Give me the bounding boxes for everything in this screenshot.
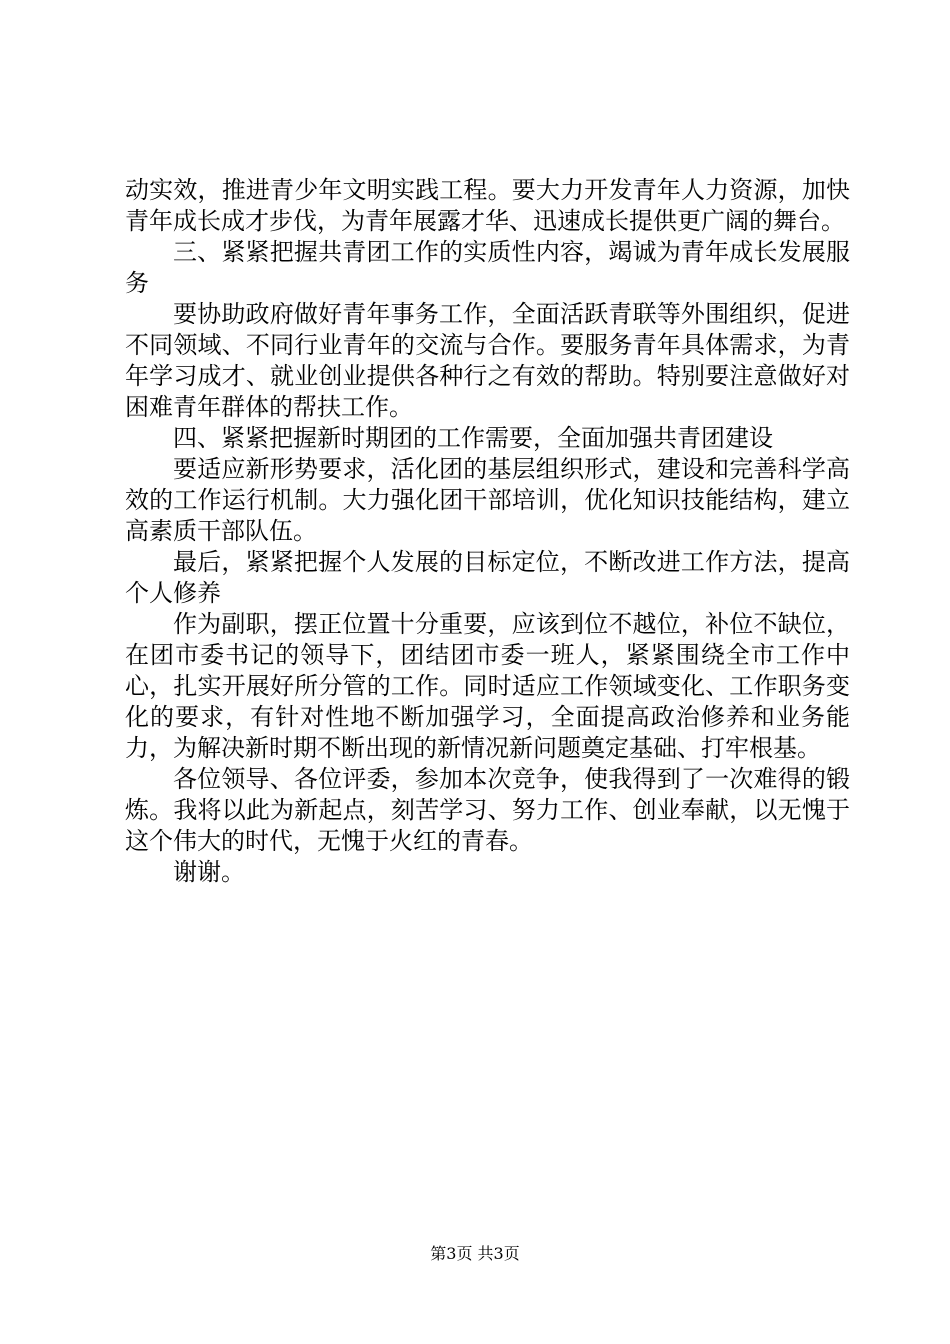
document-body <box>125 175 850 888</box>
heading-final: 最后，紧紧把握个人发展的目标定位，不断改进工作方法，提高个人修养 <box>125 548 850 607</box>
paragraph-3: 要适应新形势要求，活化团的基层组织形式，建设和完善科学高效的工作运行机制。大力强化团干部培训，优化知识技能结构，建立高素质干部队伍。 <box>125 455 850 545</box>
paragraph-2: 要协助政府做好青年事务工作，全面活跃青联等外围组织，促进不同领域、不同行业青年的交流与合作。要服务青年具体需求，为青年学习成才、就业创业提供各种行之有效的帮助。特别要注意做好对困难青年群体的帮扶工作。 <box>125 300 850 421</box>
heading-section-4: 四、紧紧把握新时期团的工作需要，全面加强共青团建设 <box>173 424 773 452</box>
heading-section-3: 三、紧紧把握共青团工作的实质性内容，竭诚为青年成长发展服务 <box>125 238 850 297</box>
paragraph-4: 作为副职，摆正位置十分重要，应该到位不越位，补位不缺位，在团市委书记的领导下，团结团市委一班人，紧紧围绕全市工作中心，扎实开展好所分管的工作。同时适应工作领域变化、工作职务变化的要求，有针对性地不断加强学习，全面提高政治修养和业务能力，为解决新时期不断出现的新情况新问题奠定基础、打牢根基。 <box>125 610 850 762</box>
paragraph-1: 动实效，推进青少年文明实践工程。要大力开发青年人力资源，加快青年成长成才步伐，为青年展露才华、迅速成长提供更广阔的舞台。 <box>125 176 850 235</box>
paragraph-5: 各位领导、各位评委，参加本次竞争，使我得到了一次难得的锻炼。我将以此为新起点，刻苦学习、努力工作、创业奉献，以无愧于这个伟大的时代，无愧于火红的青春。 <box>125 765 850 855</box>
closing-thanks: 谢谢。 <box>173 858 245 886</box>
page-footer: 第3页 共3页 <box>430 1244 520 1263</box>
